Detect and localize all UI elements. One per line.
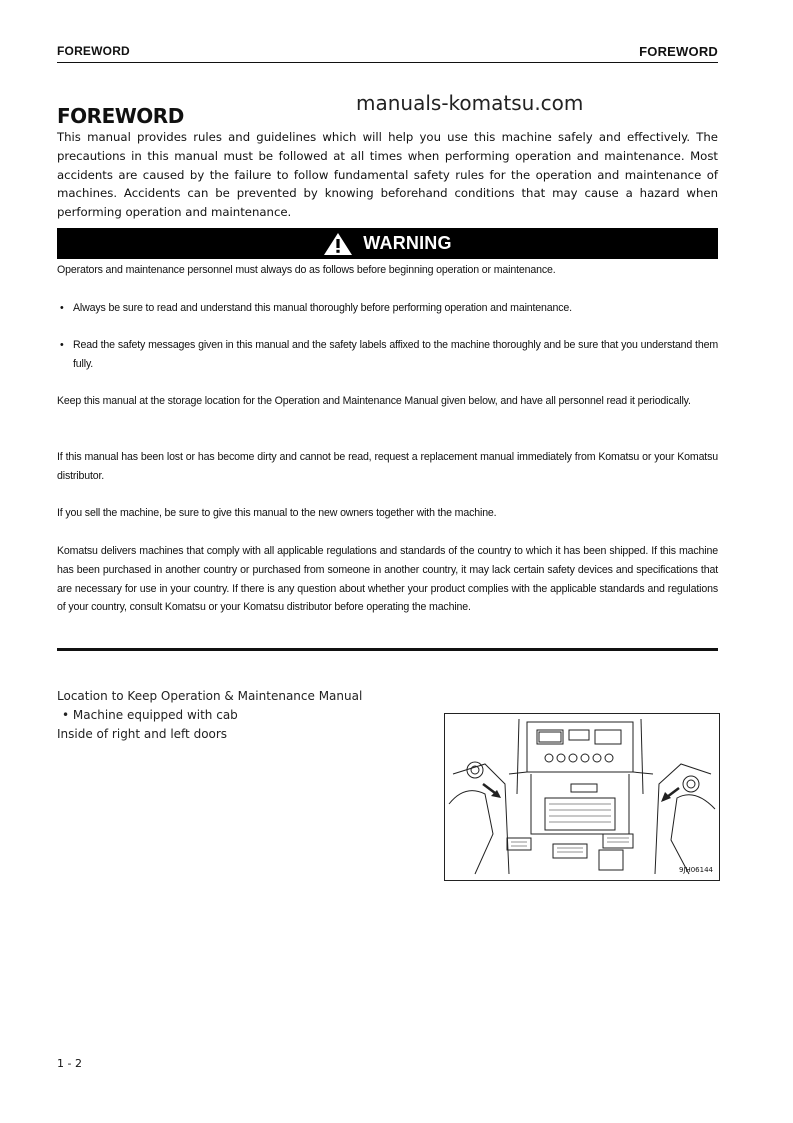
warning-paragraph: If you sell the machine, be sure to give this manual to the new owners together with the machine. bbox=[57, 507, 497, 519]
running-header-right: FOREWORD bbox=[639, 44, 718, 59]
warning-lead: Operators and maintenance personnel must always do as follows before beginning operation or maintenance. bbox=[57, 264, 556, 276]
warning-paragraph: Keep this manual at the storage location for the Operation and Maintenance Manual given below, and have all personnel read it periodically. bbox=[57, 395, 691, 407]
warning-banner bbox=[57, 228, 718, 259]
location-heading: Location to Keep Operation & Maintenance Manual bbox=[57, 689, 363, 703]
running-header-left: FOREWORD bbox=[57, 44, 130, 58]
cab-interior-illustration-icon bbox=[445, 714, 719, 880]
warning-paragraph: If this manual has been lost or has become dirty and cannot be read, request a replacement manual immediately from Komatsu or your Komatsu distributor. bbox=[57, 451, 718, 482]
warning-triangle-icon bbox=[323, 232, 353, 256]
bullet-dot-icon: • bbox=[60, 339, 64, 351]
location-detail: Inside of right and left doors bbox=[57, 727, 228, 741]
page-number: 1 - 2 bbox=[57, 1057, 82, 1070]
page-title: FOREWORD bbox=[57, 104, 184, 128]
header-rule bbox=[57, 62, 718, 63]
watermark: manuals-komatsu.com bbox=[356, 91, 584, 115]
warning-end-rule bbox=[57, 648, 718, 651]
cab-interior-figure bbox=[444, 713, 720, 881]
figure-code: 9JH06144 bbox=[678, 866, 713, 874]
warning-label: WARNING bbox=[363, 233, 452, 253]
warning-bullet-text: Read the safety messages given in this manual and the safety labels affixed to the machine thoroughly and be sure that you understand them fully. bbox=[73, 339, 718, 370]
bullet-dot-icon: • bbox=[60, 302, 64, 314]
bullet-dot-icon: • bbox=[62, 708, 70, 722]
warning-paragraph: Komatsu delivers machines that comply with all applicable regulations and standards of the country to which it has been shipped. If this machine has been purchased in another country or purchased from someone in another country, it may lack certain safety devices and specifications that are necessary for use in your country. If there is any question about whether your product complies with the applicable standards and regulations of your country, consult Komatsu or your Komatsu distributor before operating the machine. bbox=[57, 545, 718, 614]
location-bullet-text: Machine equipped with cab bbox=[72, 708, 238, 722]
intro-paragraph: This manual provides rules and guidelines which will help you use this machine safely and effectively. The precautions in this manual must be followed at all times when performing operation and maintenance. Most accidents are caused by the failure to follow fundamental safety rules for the operation and maintenance of machines. Accidents can be prevented by knowing beforehand conditions that may cause a hazard when performing operation and maintenance. bbox=[57, 130, 718, 220]
location-bullet bbox=[62, 706, 238, 725]
warning-bullet-text: Always be sure to read and understand this manual thoroughly before performing operation and maintenance. bbox=[73, 302, 572, 314]
